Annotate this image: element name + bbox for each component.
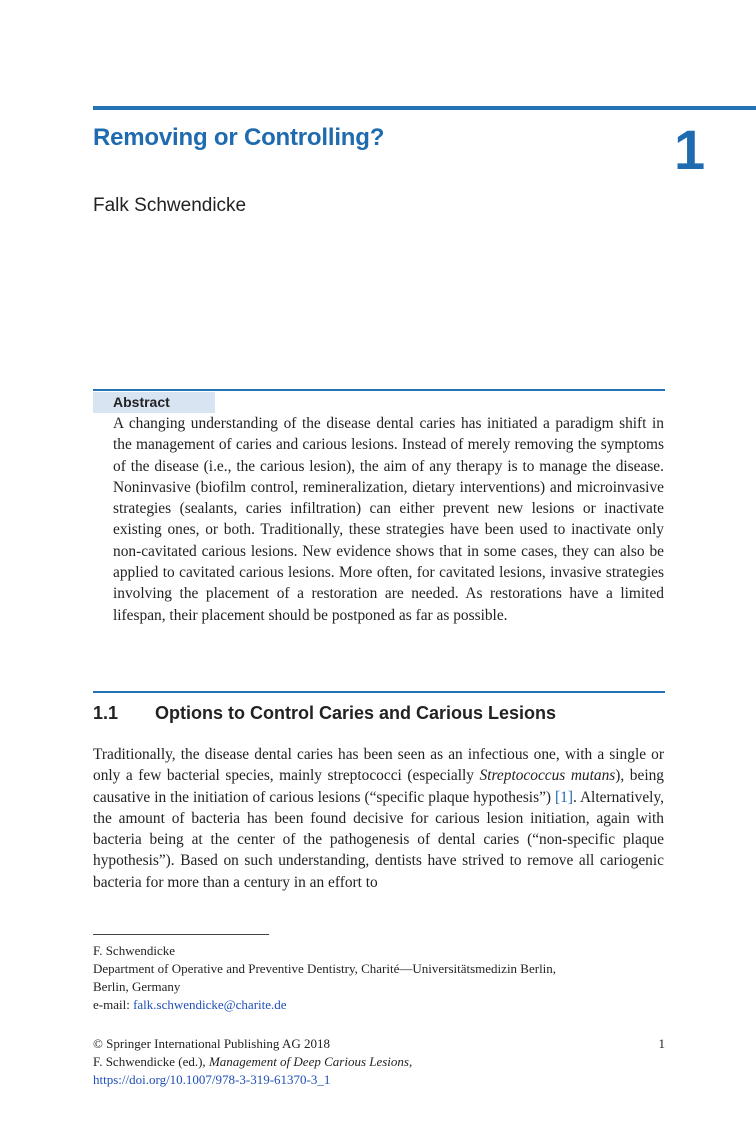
page-number: 1	[658, 1036, 665, 1051]
abstract-text: A changing understanding of the disease dental caries has initiated a paradigm shift in the management of caries and carious lesions. Instead of merely removing the symptoms of the disease (i.e., the carious lesion), the aim of any therapy is to manage the disease. Noninvasive (biofilm control, remineralization, dietary interventions) and microinvasive strategies (sealants, caries infiltration) can either prevent new lesions or inactivate existing ones, or both. Traditionally, these strategies have been used to inactivate only non-cavitated carious lesions. New evidence shows that in some cases, they can also be applied to cavitated carious lesions. More often, for cavitated lesions, invasive strategies involving the placement of a restoration are needed. As restorations have a limited lifespan, their placement should be postponed as far as possible.	[113, 415, 664, 624]
chapter-author: Falk Schwendicke	[93, 195, 247, 216]
top-rule	[93, 106, 756, 110]
abstract-body	[113, 413, 664, 626]
footnote-rule	[93, 934, 269, 935]
book-title: Management of Deep Carious Lesions	[208, 1054, 409, 1069]
abstract-rule	[93, 389, 665, 391]
species-name: Streptococcus mutans	[479, 767, 616, 785]
abstract-label: Abstract	[113, 394, 170, 410]
editor-line	[93, 1053, 665, 1071]
copyright-line: © Springer International Publishing AG 2018	[93, 1036, 330, 1051]
footnote-affiliation-line2: Berlin, Germany	[93, 979, 181, 994]
editor-prefix: F. Schwendicke (ed.),	[93, 1054, 209, 1069]
section-rule	[93, 691, 665, 693]
body-text	[93, 744, 664, 893]
editor-suffix: ,	[408, 1054, 413, 1069]
section-title: Options to Control Caries and Carious Lesions	[155, 703, 557, 723]
footnote-name: F. Schwendicke	[93, 943, 175, 958]
author-footnote	[93, 942, 653, 1014]
chapter-number: 1	[674, 118, 706, 181]
doi-link[interactable]: https://doi.org/10.1007/978-3-319-61370-3_1	[93, 1072, 331, 1087]
footnote-email-line	[93, 996, 653, 1014]
chapter-title: Removing or Controlling?	[93, 124, 385, 151]
body-text-part3: . Alternatively, the amount of bacteria has been found decisive for carious lesion initiation, again with bacteria being at the center of the pathogenesis of dental caries (“non-specific plaque hypothesis”). Based on such understanding, dentists have strived to remove all cariogenic bacteria for more than a century in an effort to	[93, 788, 664, 891]
doi-line	[93, 1071, 665, 1089]
email-label: e-mail:	[93, 997, 134, 1012]
citation-link[interactable]: [1]	[555, 788, 573, 806]
body-text-part1: Traditionally, the disease dental caries has been seen as an infectious one, with a single or only a few bacterial species, mainly streptococci (especially	[93, 746, 664, 785]
footnote-affiliation-line1: Department of Operative and Preventive Dentistry, Charité—Universitätsmedizin Berlin,	[93, 961, 557, 976]
section-number: 1.1	[93, 703, 119, 723]
publication-info	[93, 1035, 665, 1089]
email-link[interactable]: falk.schwendicke@charite.de	[133, 997, 287, 1012]
body-text-part2: ), being causative in the initiation of carious lesions (“specific plaque hypothesis”)	[93, 767, 664, 806]
body-paragraph	[93, 744, 664, 893]
